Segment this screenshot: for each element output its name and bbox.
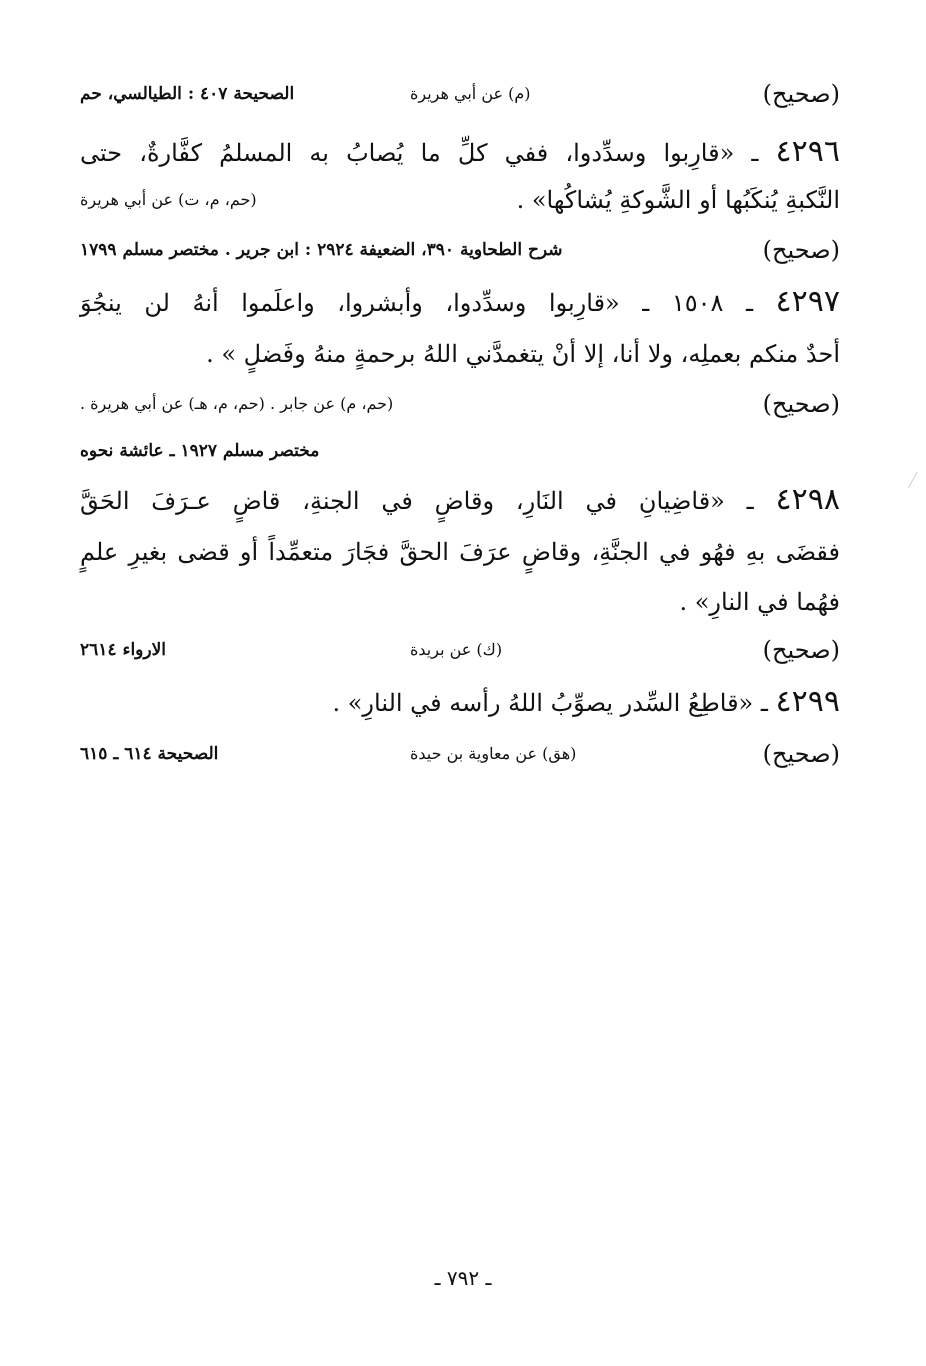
hadith-meta-row <box>80 736 840 776</box>
hadith-4298-line-2 <box>80 534 840 570</box>
hadith-text: ـ ١٥٠٨ ـ «قارِبوا وسدِّدوا، وأبشروا، واعلَموا أنهُ لن ينجُوَ <box>80 289 753 317</box>
source-attribution: (م) عن أبي هريرة <box>410 84 531 103</box>
reference-list: شرح الطحاوية ٣٩٠، الضعيفة ٢٩٢٤ : ابن جرير . مختصر مسلم ١٧٩٩ <box>80 240 563 260</box>
reference-list: مختصر مسلم ١٩٢٧ ـ عائشة نحوه <box>80 441 320 461</box>
hadith-number: ٤٢٩٨ <box>775 482 840 517</box>
hadith-number: ٤٢٩٦ <box>775 134 840 169</box>
grade-label: (صحيح) <box>762 390 840 418</box>
reference-row <box>80 436 840 466</box>
hadith-4296-line-1 <box>80 134 840 171</box>
hadith-4297-line-1 <box>80 284 840 321</box>
hadith-text: ـ «قارِبوا وسدِّدوا، ففي كلِّ ما يُصابُ به المسلمُ كفَّارةٌ، حتى <box>80 139 759 167</box>
hadith-text: ـ «قاطِعُ السِّدر يصوِّبُ اللهُ رأسه في النارِ» . <box>332 689 768 717</box>
hadith-4296-line-2 <box>80 182 840 222</box>
hadith-4297-line-2 <box>80 336 840 372</box>
hadith-4298-line-3 <box>80 584 840 620</box>
hadith-text: النَّكبةِ يُنكَبُها أو الشَّوكةِ يُشاكُها» . <box>516 186 840 214</box>
reference-list: الصحيحة ٤٠٧ : الطيالسي، حم <box>80 84 295 104</box>
hadith-text: فقضَى بهِ فهُو في الجنَّةِ، وقاضٍ عرَفَ الحقَّ فجَارَ متعمِّداً أو قضى بغيرِ علمٍ <box>80 538 841 566</box>
hadith-meta-row <box>80 232 840 272</box>
scan-mark <box>908 472 922 491</box>
grade-label: (صحيح) <box>762 80 840 108</box>
source-attribution: (ك) عن بريدة <box>410 640 503 659</box>
reference-list: الارواء ٢٦١٤ <box>80 640 167 660</box>
page-number: ـ ٧٩٢ ـ <box>434 1266 492 1290</box>
hadith-meta-row <box>80 632 840 672</box>
grade-label: (صحيح) <box>762 636 840 664</box>
hadith-number: ٤٢٩٧ <box>775 284 840 319</box>
hadith-meta-row <box>80 76 840 116</box>
hadith-meta-row <box>80 386 840 426</box>
hadith-4299-line-1 <box>80 684 840 721</box>
source-attribution: (هق) عن معاوية بن حيدة <box>410 744 577 763</box>
reference-list: الصحيحة ٦١٤ ـ ٦١٥ <box>80 744 219 764</box>
hadith-text: ـ «قاضِيانِ في النَارِ، وقاضٍ في الجنةِ، قاضٍ عـرَفَ الحَقَّ <box>80 487 754 515</box>
source-attribution: (حم، م، ت) عن أبي هريرة <box>80 190 257 209</box>
source-attribution: (حم، م) عن جابر . (حم، م، هـ) عن أبي هريرة . <box>80 394 394 413</box>
hadith-text: أحدٌ منكم بعملِه، ولا أنا، إلا أنْ يتغمدَّني اللهُ برحمةٍ منهُ وفَضلٍ » . <box>206 340 840 368</box>
hadith-text: فهُما في النارِ» . <box>679 588 840 616</box>
grade-label: (صحيح) <box>762 236 840 264</box>
grade-label: (صحيح) <box>762 740 840 768</box>
hadith-4298-line-1 <box>80 482 840 519</box>
hadith-number: ٤٢٩٩ <box>775 684 840 719</box>
